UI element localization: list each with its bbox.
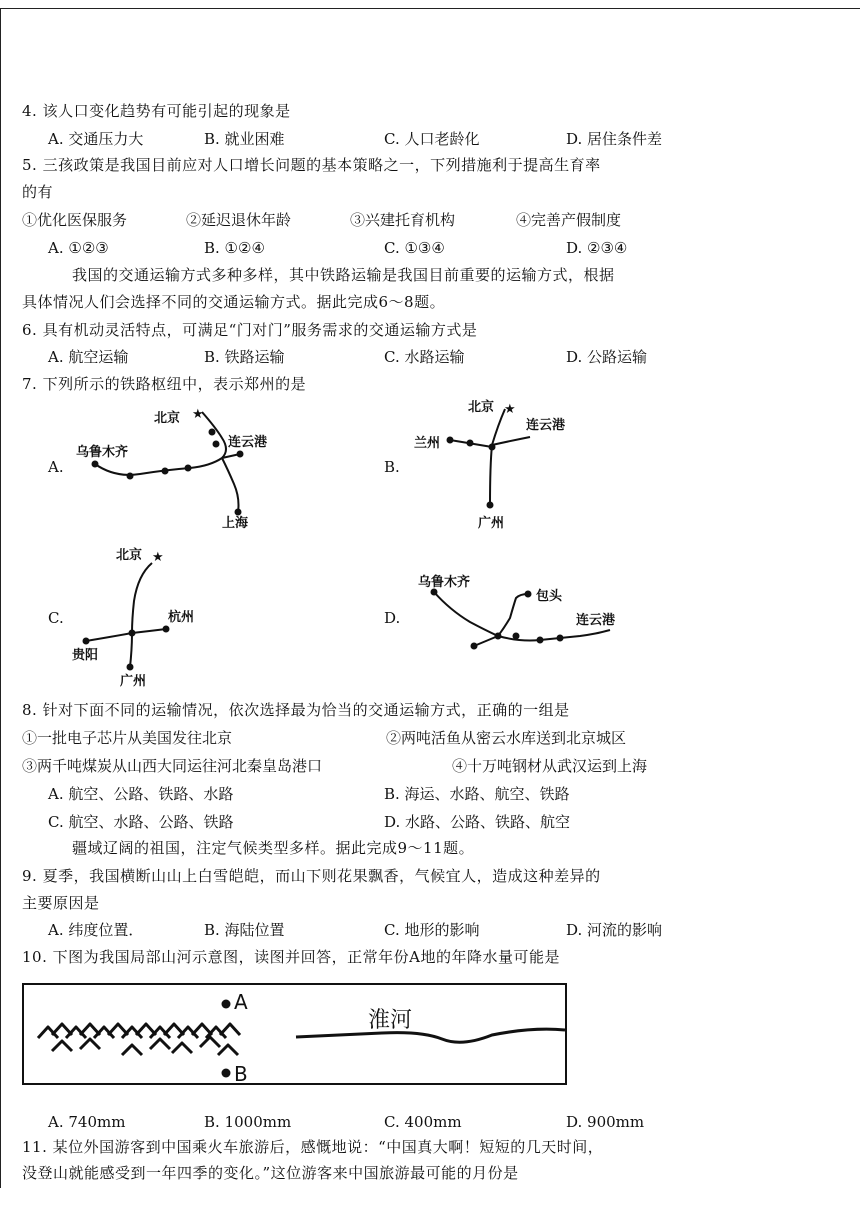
q6-stem: 6. 具有机动灵活特点，可满足“门对门”服务需求的交通运输方式是 [22, 321, 478, 339]
q8-stem: 8. 针对下面不同的运输情况，依次选择最为恰当的交通运输方式，正确的一组是 [22, 701, 570, 719]
q5-option-a: A. ①②③ [48, 239, 109, 257]
q7-stem: 7. 下列所示的铁路枢纽中，表示郑州的是 [22, 375, 307, 393]
q4-option-d: D. 居住条件差 [566, 130, 663, 148]
page-top-border [0, 8, 860, 9]
q5-measure-2: ②延迟退休年龄 [186, 211, 292, 229]
q8-option-a: A. 航空、公路、铁路、水路 [48, 785, 234, 803]
q10-label-b: B [234, 1062, 248, 1085]
intro-6-8-line2: 具体情况人们会选择不同的交通运输方式。据此完成6～8题。 [22, 293, 446, 311]
q7-map-d-label-baotou: 包头 [536, 589, 563, 604]
svg-text:★: ★ [152, 550, 164, 565]
q6-option-d: D. 公路运输 [566, 348, 648, 366]
q9-option-c: C. 地形的影响 [384, 921, 480, 939]
q8-option-d: D. 水路、公路、铁路、航空 [384, 813, 571, 831]
q10-option-b: B. 1000mm [204, 1113, 292, 1131]
q10-option-d: D. 900mm [566, 1113, 645, 1131]
q7-map-b-label-beijing: 北京 [468, 400, 495, 415]
q7-map-b [410, 395, 600, 535]
q9-option-a: A. 纬度位置． [48, 921, 144, 939]
q8-option-b: B. 海运、水路、航空、铁路 [384, 785, 570, 803]
q7-map-b-letter: B. [384, 458, 400, 476]
q7-map-b-label-guangzhou: 广州 [478, 516, 505, 531]
q7-map-d-label-lianyungang: 连云港 [576, 613, 616, 628]
q10-option-c: C. 400mm [384, 1113, 462, 1131]
q6-option-c: C. 水路运输 [384, 348, 465, 366]
q11-stem-line2: 没登山就能感受到一年四季的变化。”这位游客来中国旅游最可能的月份是 [22, 1164, 519, 1182]
q9-stem-line2: 主要原因是 [22, 894, 100, 912]
q4-option-c: C. 人口老龄化 [384, 130, 480, 148]
q10-stem: 10. 下图为我国局部山河示意图，读图并回答，正常年份A地的年降水量可能是 [22, 948, 560, 966]
page-left-border [0, 8, 1, 1188]
q8-case-4: ④十万吨钢材从武汉运到上海 [452, 757, 648, 775]
q9-stem-line1: 9. 夏季，我国横断山山上白雪皑皑，而山下则花果飘香，气候宜人，造成这种差异的 [22, 867, 601, 885]
q7-map-d-letter: D. [384, 609, 401, 627]
q7-map-a-label-shanghai: 上海 [222, 516, 249, 531]
q5-measure-3: ③兴建托育机构 [350, 211, 456, 229]
q5-stem-line1: 5. 三孩政策是我国目前应对人口增长问题的基本策略之一，下列措施利于提高生育率 [22, 156, 601, 174]
svg-text:★: ★ [192, 407, 204, 422]
q8-case-2: ②两吨活鱼从密云水库送到北京城区 [386, 729, 627, 747]
q7-map-a-label-lianyungang: 连云港 [228, 435, 268, 450]
q5-stem-line2: 的有 [22, 183, 54, 201]
q10-mountain-river-diagram [22, 983, 567, 1085]
q4-stem: 4. 该人口变化趋势有可能引起的现象是 [22, 102, 291, 120]
q5-option-c: C. ①③④ [384, 239, 445, 257]
q7-map-c-label-hangzhou: 杭州 [168, 610, 195, 625]
q7-map-c-letter: C. [48, 609, 64, 627]
q4-option-b: B. 就业困难 [204, 130, 285, 148]
q10-label-huaihe: 淮河 [368, 1008, 413, 1033]
q11-stem-line1: 11. 某位外国游客到中国乘火车旅游后，感慨地说：“中国真大啊！短短的几天时间， [22, 1138, 604, 1156]
q5-measure-4: ④完善产假制度 [516, 211, 622, 229]
q9-option-d: D. 河流的影响 [566, 921, 663, 939]
q6-option-b: B. 铁路运输 [204, 348, 285, 366]
q5-option-d: D. ②③④ [566, 239, 628, 257]
q5-option-b: B. ①②④ [204, 239, 265, 257]
q7-map-a-label-urumqi: 乌鲁木齐 [76, 445, 129, 460]
q7-map-c [70, 545, 220, 690]
intro-6-8-line1: 我国的交通运输方式多种多样，其中铁路运输是我国目前重要的运输方式，根据 [72, 266, 615, 284]
q7-map-a [70, 400, 300, 540]
q7-map-b-label-lanzhou: 兰州 [414, 436, 441, 451]
q7-map-d [410, 570, 630, 660]
q6-option-a: A. 航空运输 [48, 348, 129, 366]
q10-option-a: A. 740mm [48, 1113, 126, 1131]
q7-map-a-label-beijing: 北京 [154, 411, 181, 426]
q7-map-c-label-guangzhou: 广州 [120, 674, 147, 689]
q7-map-a-letter: A. [48, 458, 64, 476]
q9-option-b: B. 海陆位置 [204, 921, 285, 939]
q8-case-3: ③两千吨煤炭从山西大同运往河北秦皇岛港口 [22, 757, 323, 775]
q7-map-b-label-lianyungang: 连云港 [526, 418, 566, 433]
q5-measure-1: ①优化医保服务 [22, 211, 128, 229]
q8-case-1: ①一批电子芯片从美国发往北京 [22, 729, 233, 747]
q10-label-a: A [234, 990, 248, 1014]
q7-map-c-label-beijing: 北京 [116, 548, 143, 563]
q4-option-a: A. 交通压力大 [48, 130, 144, 148]
intro-9-11: 疆域辽阔的祖国，注定气候类型多样。据此完成9～11题。 [72, 839, 475, 857]
q7-map-d-label-urumqi: 乌鲁木齐 [418, 575, 471, 590]
q8-option-c: C. 航空、水路、公路、铁路 [48, 813, 234, 831]
svg-text:★: ★ [504, 402, 516, 417]
q7-map-c-label-guiyang: 贵阳 [72, 648, 99, 663]
